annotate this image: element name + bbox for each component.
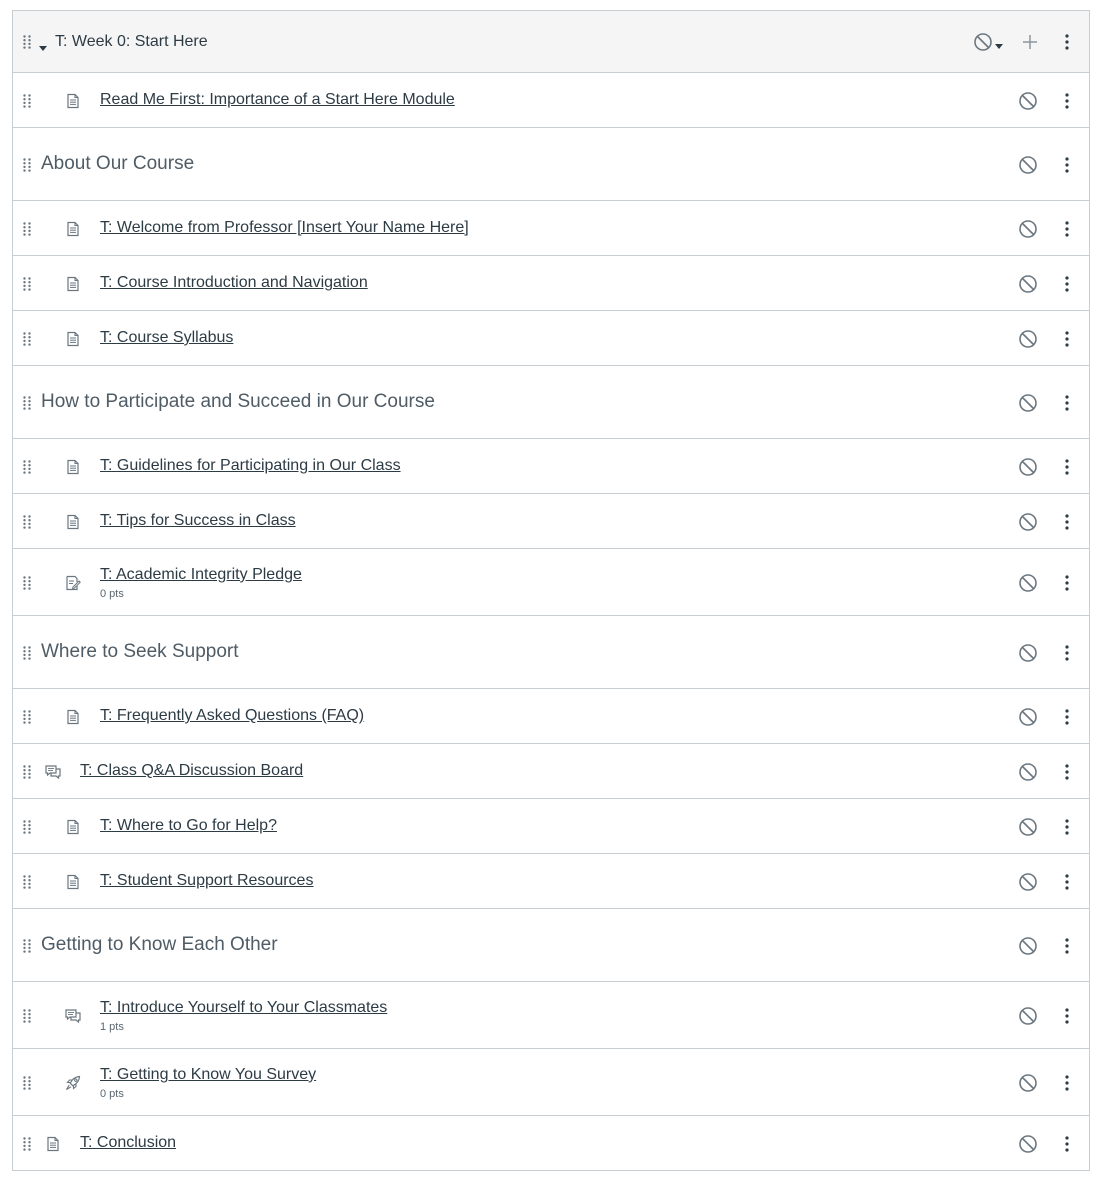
module-item-row: [13, 549, 1089, 616]
subheader-title: Where to Seek Support: [41, 641, 239, 662]
points-label: 1 pts: [100, 1021, 124, 1033]
module-item-row: [13, 201, 1089, 256]
kebab-menu-icon[interactable]: [1060, 708, 1074, 726]
subheader-title: About Our Course: [41, 153, 195, 174]
subheader-title: Getting to Know Each Other: [41, 934, 278, 955]
page-icon: [65, 331, 81, 347]
kebab-menu-icon[interactable]: [1060, 937, 1074, 955]
drag-handle-icon[interactable]: [23, 277, 31, 291]
module-item-link[interactable]: T: Course Introduction and Navigation: [100, 274, 368, 291]
drag-handle-icon[interactable]: [23, 820, 31, 834]
drag-handle-icon[interactable]: [23, 94, 31, 108]
page-icon: [65, 709, 81, 725]
page-icon: [65, 874, 81, 890]
plus-icon[interactable]: [1021, 33, 1039, 51]
kebab-menu-icon[interactable]: [1060, 92, 1074, 110]
kebab-menu-icon[interactable]: [1060, 574, 1074, 592]
drag-handle-icon[interactable]: [23, 710, 31, 724]
unpublished-icon[interactable]: [1018, 155, 1038, 175]
module-items-list: [13, 73, 1089, 1171]
drag-handle-icon[interactable]: [23, 158, 31, 172]
drag-handle-icon[interactable]: [23, 35, 31, 49]
drag-handle-icon[interactable]: [23, 460, 31, 474]
unpublished-icon[interactable]: [1018, 219, 1038, 239]
module-item-row: [13, 1116, 1089, 1171]
module-item-link[interactable]: T: Tips for Success in Class: [100, 512, 296, 529]
subheader-row: [13, 366, 1089, 439]
module-item-link[interactable]: T: Course Syllabus: [100, 329, 234, 346]
unpublished-icon[interactable]: [1018, 936, 1038, 956]
unpublished-icon[interactable]: [973, 32, 993, 52]
kebab-menu-icon[interactable]: [1060, 1074, 1074, 1092]
module-item-row: [13, 854, 1089, 909]
kebab-menu-icon[interactable]: [1060, 458, 1074, 476]
module-item-row: [13, 799, 1089, 854]
kebab-menu-icon[interactable]: [1060, 156, 1074, 174]
discussion-icon: [45, 764, 61, 780]
module-week-0: [12, 10, 1090, 1171]
module-item-link[interactable]: T: Frequently Asked Questions (FAQ): [100, 707, 365, 724]
page-icon: [65, 93, 81, 109]
unpublished-icon[interactable]: [1018, 1134, 1038, 1154]
module-item-link[interactable]: T: Student Support Resources: [100, 872, 314, 889]
drag-handle-icon[interactable]: [23, 646, 31, 660]
drag-handle-icon[interactable]: [23, 1009, 31, 1023]
drag-handle-icon[interactable]: [23, 1137, 31, 1151]
kebab-menu-icon[interactable]: [1060, 763, 1074, 781]
discussion-icon: [65, 1008, 81, 1024]
drag-handle-icon[interactable]: [23, 222, 31, 236]
module-item-row: [13, 494, 1089, 549]
page-icon: [65, 819, 81, 835]
drag-handle-icon[interactable]: [23, 576, 31, 590]
kebab-menu-icon[interactable]: [1060, 275, 1074, 293]
page-icon: [65, 514, 81, 530]
module-item-row: [13, 311, 1089, 366]
module-header[interactable]: [13, 11, 1089, 73]
quiz-icon: [65, 1075, 81, 1091]
assignment-icon: [65, 575, 81, 591]
module-item-row: [13, 744, 1089, 799]
unpublished-icon[interactable]: [1018, 91, 1038, 111]
unpublished-icon[interactable]: [1018, 573, 1038, 593]
module-item-row: [13, 689, 1089, 744]
drag-handle-icon[interactable]: [23, 396, 31, 410]
unpublished-icon[interactable]: [1018, 707, 1038, 727]
subheader-row: [13, 128, 1089, 201]
caret-down-icon[interactable]: [39, 39, 47, 57]
kebab-menu-icon[interactable]: [1060, 513, 1074, 531]
page-icon: [65, 459, 81, 475]
drag-handle-icon[interactable]: [23, 875, 31, 889]
module-item-row: [13, 982, 1089, 1049]
unpublished-icon[interactable]: [1018, 817, 1038, 837]
kebab-menu-icon[interactable]: [1060, 394, 1074, 412]
module-item-link[interactable]: Read Me First: Importance of a Start Here Module: [100, 91, 455, 108]
page-icon: [65, 276, 81, 292]
module-item-link[interactable]: T: Academic Integrity Pledge: [100, 566, 302, 583]
unpublished-icon[interactable]: [1018, 274, 1038, 294]
module-item-link[interactable]: T: Guidelines for Participating in Our Class: [100, 457, 401, 474]
module-item-row: [13, 1049, 1089, 1116]
kebab-menu-icon[interactable]: [1060, 873, 1074, 891]
unpublished-icon[interactable]: [1018, 872, 1038, 892]
module-item-row: [13, 439, 1089, 494]
subheader-title: How to Participate and Succeed in Our Course: [41, 391, 435, 412]
points-label: 0 pts: [100, 588, 124, 600]
unpublished-icon[interactable]: [1018, 1006, 1038, 1026]
kebab-menu-icon[interactable]: [1060, 1007, 1074, 1025]
module-item-row: [13, 256, 1089, 311]
unpublished-icon[interactable]: [1018, 512, 1038, 532]
subheader-row: [13, 616, 1089, 689]
page-icon: [45, 1136, 61, 1152]
subheader-row: [13, 909, 1089, 982]
kebab-menu-icon[interactable]: [1060, 33, 1074, 51]
module-item-link[interactable]: T: Welcome from Professor [Insert Your Name Here]: [100, 219, 469, 236]
page-icon: [65, 221, 81, 237]
unpublished-icon[interactable]: [1018, 1073, 1038, 1093]
unpublished-icon[interactable]: [1018, 393, 1038, 413]
kebab-menu-icon[interactable]: [1060, 1135, 1074, 1153]
module-title: T: Week 0: Start Here: [55, 33, 208, 50]
module-item-row: [13, 73, 1089, 128]
kebab-menu-icon[interactable]: [1060, 220, 1074, 238]
unpublished-icon[interactable]: [1018, 329, 1038, 349]
drag-handle-icon[interactable]: [23, 515, 31, 529]
module-item-link[interactable]: T: Conclusion: [80, 1134, 177, 1151]
drag-handle-icon[interactable]: [23, 939, 31, 953]
kebab-menu-icon[interactable]: [1060, 330, 1074, 348]
kebab-menu-icon[interactable]: [1060, 644, 1074, 662]
publish-dropdown-caret-icon[interactable]: [995, 37, 1003, 55]
drag-handle-icon[interactable]: [23, 765, 31, 779]
unpublished-icon[interactable]: [1018, 643, 1038, 663]
module-item-link[interactable]: T: Introduce Yourself to Your Classmates: [100, 999, 388, 1016]
points-label: 0 pts: [100, 1088, 124, 1100]
unpublished-icon[interactable]: [1018, 762, 1038, 782]
drag-handle-icon[interactable]: [23, 332, 31, 346]
module-item-link[interactable]: T: Getting to Know You Survey: [100, 1066, 317, 1083]
kebab-menu-icon[interactable]: [1060, 818, 1074, 836]
module-item-link[interactable]: T: Where to Go for Help?: [100, 817, 277, 834]
module-item-link[interactable]: T: Class Q&A Discussion Board: [80, 762, 304, 779]
drag-handle-icon[interactable]: [23, 1076, 31, 1090]
unpublished-icon[interactable]: [1018, 457, 1038, 477]
